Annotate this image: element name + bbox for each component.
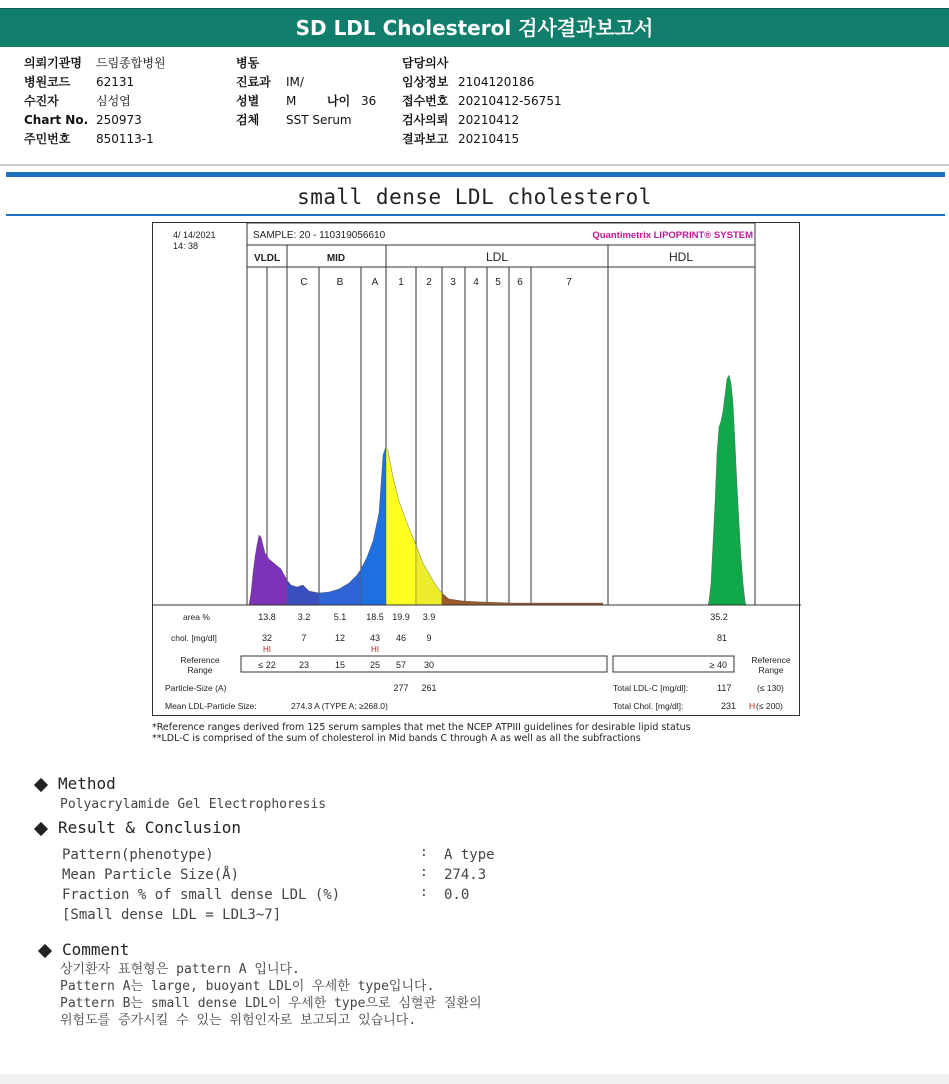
total-chol-flag: H: [749, 701, 756, 711]
band-label: C: [300, 277, 308, 288]
chol-value: 12: [334, 633, 346, 643]
patient-info-col3: [402, 54, 562, 149]
electrophoresis-peak: [386, 446, 416, 605]
patient-info-col2: [236, 54, 376, 130]
ref-label-1: Reference: [180, 655, 220, 665]
label-sex: 성별: [236, 94, 260, 108]
comment-body: [60, 961, 482, 1029]
mean-label: Mean LDL-Particle Size:: [165, 701, 257, 711]
ref-value: 23: [298, 660, 310, 670]
band-label: 2: [426, 277, 432, 288]
value-receipt-no: 20210412-56751: [458, 94, 562, 108]
result-heading: [36, 818, 241, 837]
chol-value: 7: [301, 633, 307, 643]
ref-value: 25: [369, 660, 381, 670]
label-chart-no: Chart No.: [24, 113, 89, 127]
value-clinical-info: 2104120186: [458, 75, 535, 89]
lipoprint-chart: [152, 222, 800, 716]
band-label: 3: [450, 277, 456, 288]
label-doctor: 담당의사: [402, 56, 449, 70]
electrophoresis-peak: [319, 569, 361, 605]
comment-heading: [40, 940, 129, 959]
footnote-2: **LDL-C is comprised of the sum of cholesterol in Mid bands C through A as well as all the subfractions: [152, 733, 641, 744]
chart-brand: Quantimetrix LIPOPRINT® SYSTEM: [592, 230, 753, 241]
label-hospital-code: 병원코드: [24, 75, 71, 89]
label-request-date: 검사의뢰: [402, 113, 449, 127]
value-department: IM/: [286, 75, 304, 89]
result-colons: [420, 843, 428, 903]
bottom-bar: [0, 1074, 949, 1084]
result-value-pattern: A type: [444, 847, 495, 863]
comment-line: 상기환자 표현형은 pattern A 입니다.: [60, 962, 300, 977]
value-report-date: 20210415: [458, 132, 520, 146]
chart-date: 4/ 14/2021: [173, 230, 216, 240]
electrophoresis-peak: [249, 535, 287, 605]
mean-value: 274.3 A (TYPE A; ≥268.0): [291, 701, 388, 711]
ref-value: 15: [334, 660, 346, 670]
divider-blue-thin: [6, 214, 945, 216]
value-specimen: SST Serum: [286, 113, 352, 127]
chol-value: 32: [261, 633, 273, 643]
band-label: 1: [398, 277, 404, 288]
result-label-size: Mean Particle Size(Å): [62, 867, 240, 883]
electrophoresis-peak: [442, 593, 603, 605]
particle-label: Particle-Size (A): [165, 683, 227, 693]
label-specimen: 검체: [236, 113, 260, 127]
band-label: 5: [495, 277, 501, 288]
divider-blue: [6, 172, 945, 177]
chol-hdl: 81: [716, 633, 728, 643]
area-value: 5.1: [333, 612, 347, 622]
colon: :: [420, 865, 428, 880]
chol-value: 46: [395, 633, 407, 643]
diamond-bullet-icon: [34, 777, 48, 791]
total-ldl-value: 117: [717, 683, 732, 693]
colon: :: [420, 845, 428, 860]
diamond-bullet-icon: [38, 943, 52, 957]
band-label: 7: [566, 277, 572, 288]
area-label: area %: [183, 612, 210, 622]
band-label: B: [336, 277, 344, 288]
electrophoresis-peak: [287, 580, 319, 605]
method-heading: [36, 774, 116, 793]
value-patient: 심성엽: [96, 94, 131, 108]
method-text: Polyacrylamide Gel Electrophoresis: [60, 797, 327, 812]
area-hdl: 35.2: [710, 612, 728, 622]
method-title: Method: [58, 774, 116, 793]
label-resident-no: 주민번호: [24, 132, 71, 146]
colon: :: [420, 885, 428, 900]
result-label-fraction: Fraction % of small dense LDL (%): [62, 887, 341, 903]
total-ldl-label: Total LDL-C [mg/dl]:: [613, 683, 689, 693]
band-label: A: [371, 277, 379, 288]
divider: [0, 164, 949, 166]
label-ward: 병동: [236, 56, 260, 70]
total-chol-label: Total Chol. [mg/dl]:: [613, 701, 684, 711]
label-age: 나이: [327, 94, 351, 108]
ref-value: ≤ 22: [258, 660, 276, 670]
label-department: 진료과: [236, 75, 271, 89]
comment-title: Comment: [62, 940, 130, 959]
value-request-date: 20210412: [458, 113, 520, 127]
ref-hdl: ≥ 40: [709, 660, 727, 670]
result-value-size: 274.3: [444, 867, 487, 883]
ref-right-2: Range: [758, 665, 784, 675]
area-value: 18.5: [366, 612, 384, 622]
comment-line: Pattern A는 large, buoyant LDL이 우세한 type입니다.: [60, 979, 435, 994]
chol-label: chol. [mg/dl]: [171, 633, 217, 643]
report-title: small dense LDL cholesterol: [297, 185, 652, 209]
hi-flag-a: HI: [371, 645, 379, 654]
area-value: 3.9: [422, 612, 436, 622]
label-institution: 의뢰기관명: [24, 56, 82, 70]
total-chol-value: 231: [721, 701, 737, 711]
label-patient: 수진자: [24, 94, 59, 108]
result-values: [444, 845, 495, 905]
band-label: 6: [517, 277, 523, 288]
ref-label-2: Range: [187, 665, 213, 675]
label-clinical-info: 임상정보: [402, 75, 449, 89]
area-value: 3.2: [297, 612, 311, 622]
chol-value: 43: [369, 633, 381, 643]
particle-2: 261: [421, 683, 437, 693]
result-label-pattern: Pattern(phenotype): [62, 847, 214, 863]
diamond-bullet-icon: [34, 821, 48, 835]
result-labels: [62, 845, 340, 925]
area-value: 19.9: [392, 612, 410, 622]
value-sex: M: [286, 94, 297, 108]
patient-info-col1: [24, 54, 166, 149]
electrophoresis-peak: [416, 545, 442, 605]
comment-line: Pattern B는 small dense LDL이 우세한 type으로 심혈관 질환의: [60, 996, 482, 1011]
hi-flag-vldl: HI: [263, 645, 271, 654]
ref-value: 57: [395, 660, 407, 670]
chart-time: 14: 38: [173, 241, 199, 251]
value-institution: 드림종합병원: [96, 56, 166, 70]
label-report-date: 결과보고: [402, 132, 449, 146]
value-resident-no: 850113-1: [96, 132, 154, 146]
label-receipt-no: 접수번호: [402, 94, 449, 108]
value-age: 36: [361, 94, 377, 108]
footnote-1: *Reference ranges derived from 125 serum samples that met the NCEP ATPIII guidelines for desirable lipid status: [152, 722, 691, 733]
report-header: SD LDL Cholesterol 검사결과보고서: [0, 8, 949, 47]
value-chart-no: 250973: [96, 113, 142, 127]
group-hdl: HDL: [668, 250, 694, 264]
result-note: [Small dense LDL = LDL3~7]: [62, 907, 282, 923]
chol-value: 9: [426, 633, 432, 643]
chart-sample: SAMPLE: 20 - 110319056610: [253, 230, 386, 241]
band-label: 4: [473, 277, 479, 288]
value-hospital-code: 62131: [96, 75, 135, 89]
area-value: 13.8: [258, 612, 276, 622]
particle-1: 277: [393, 683, 409, 693]
group-mid: MID: [326, 253, 346, 264]
ref-right-1: Reference: [751, 655, 791, 665]
electrophoresis-peak: [708, 375, 746, 605]
result-value-fraction: 0.0: [444, 887, 470, 903]
total-chol-ref: (≤ 200): [756, 701, 783, 711]
group-ldl: LDL: [485, 250, 509, 264]
ref-value: 30: [423, 660, 435, 670]
result-title: Result & Conclusion: [58, 818, 242, 837]
electrophoresis-peak: [361, 446, 386, 605]
total-ldl-ref: (≤ 130): [757, 683, 784, 693]
group-vldl: VLDL: [253, 253, 281, 264]
comment-line: 위험도를 증가시킬 수 있는 위험인자로 보고되고 있습니다.: [60, 1013, 417, 1028]
